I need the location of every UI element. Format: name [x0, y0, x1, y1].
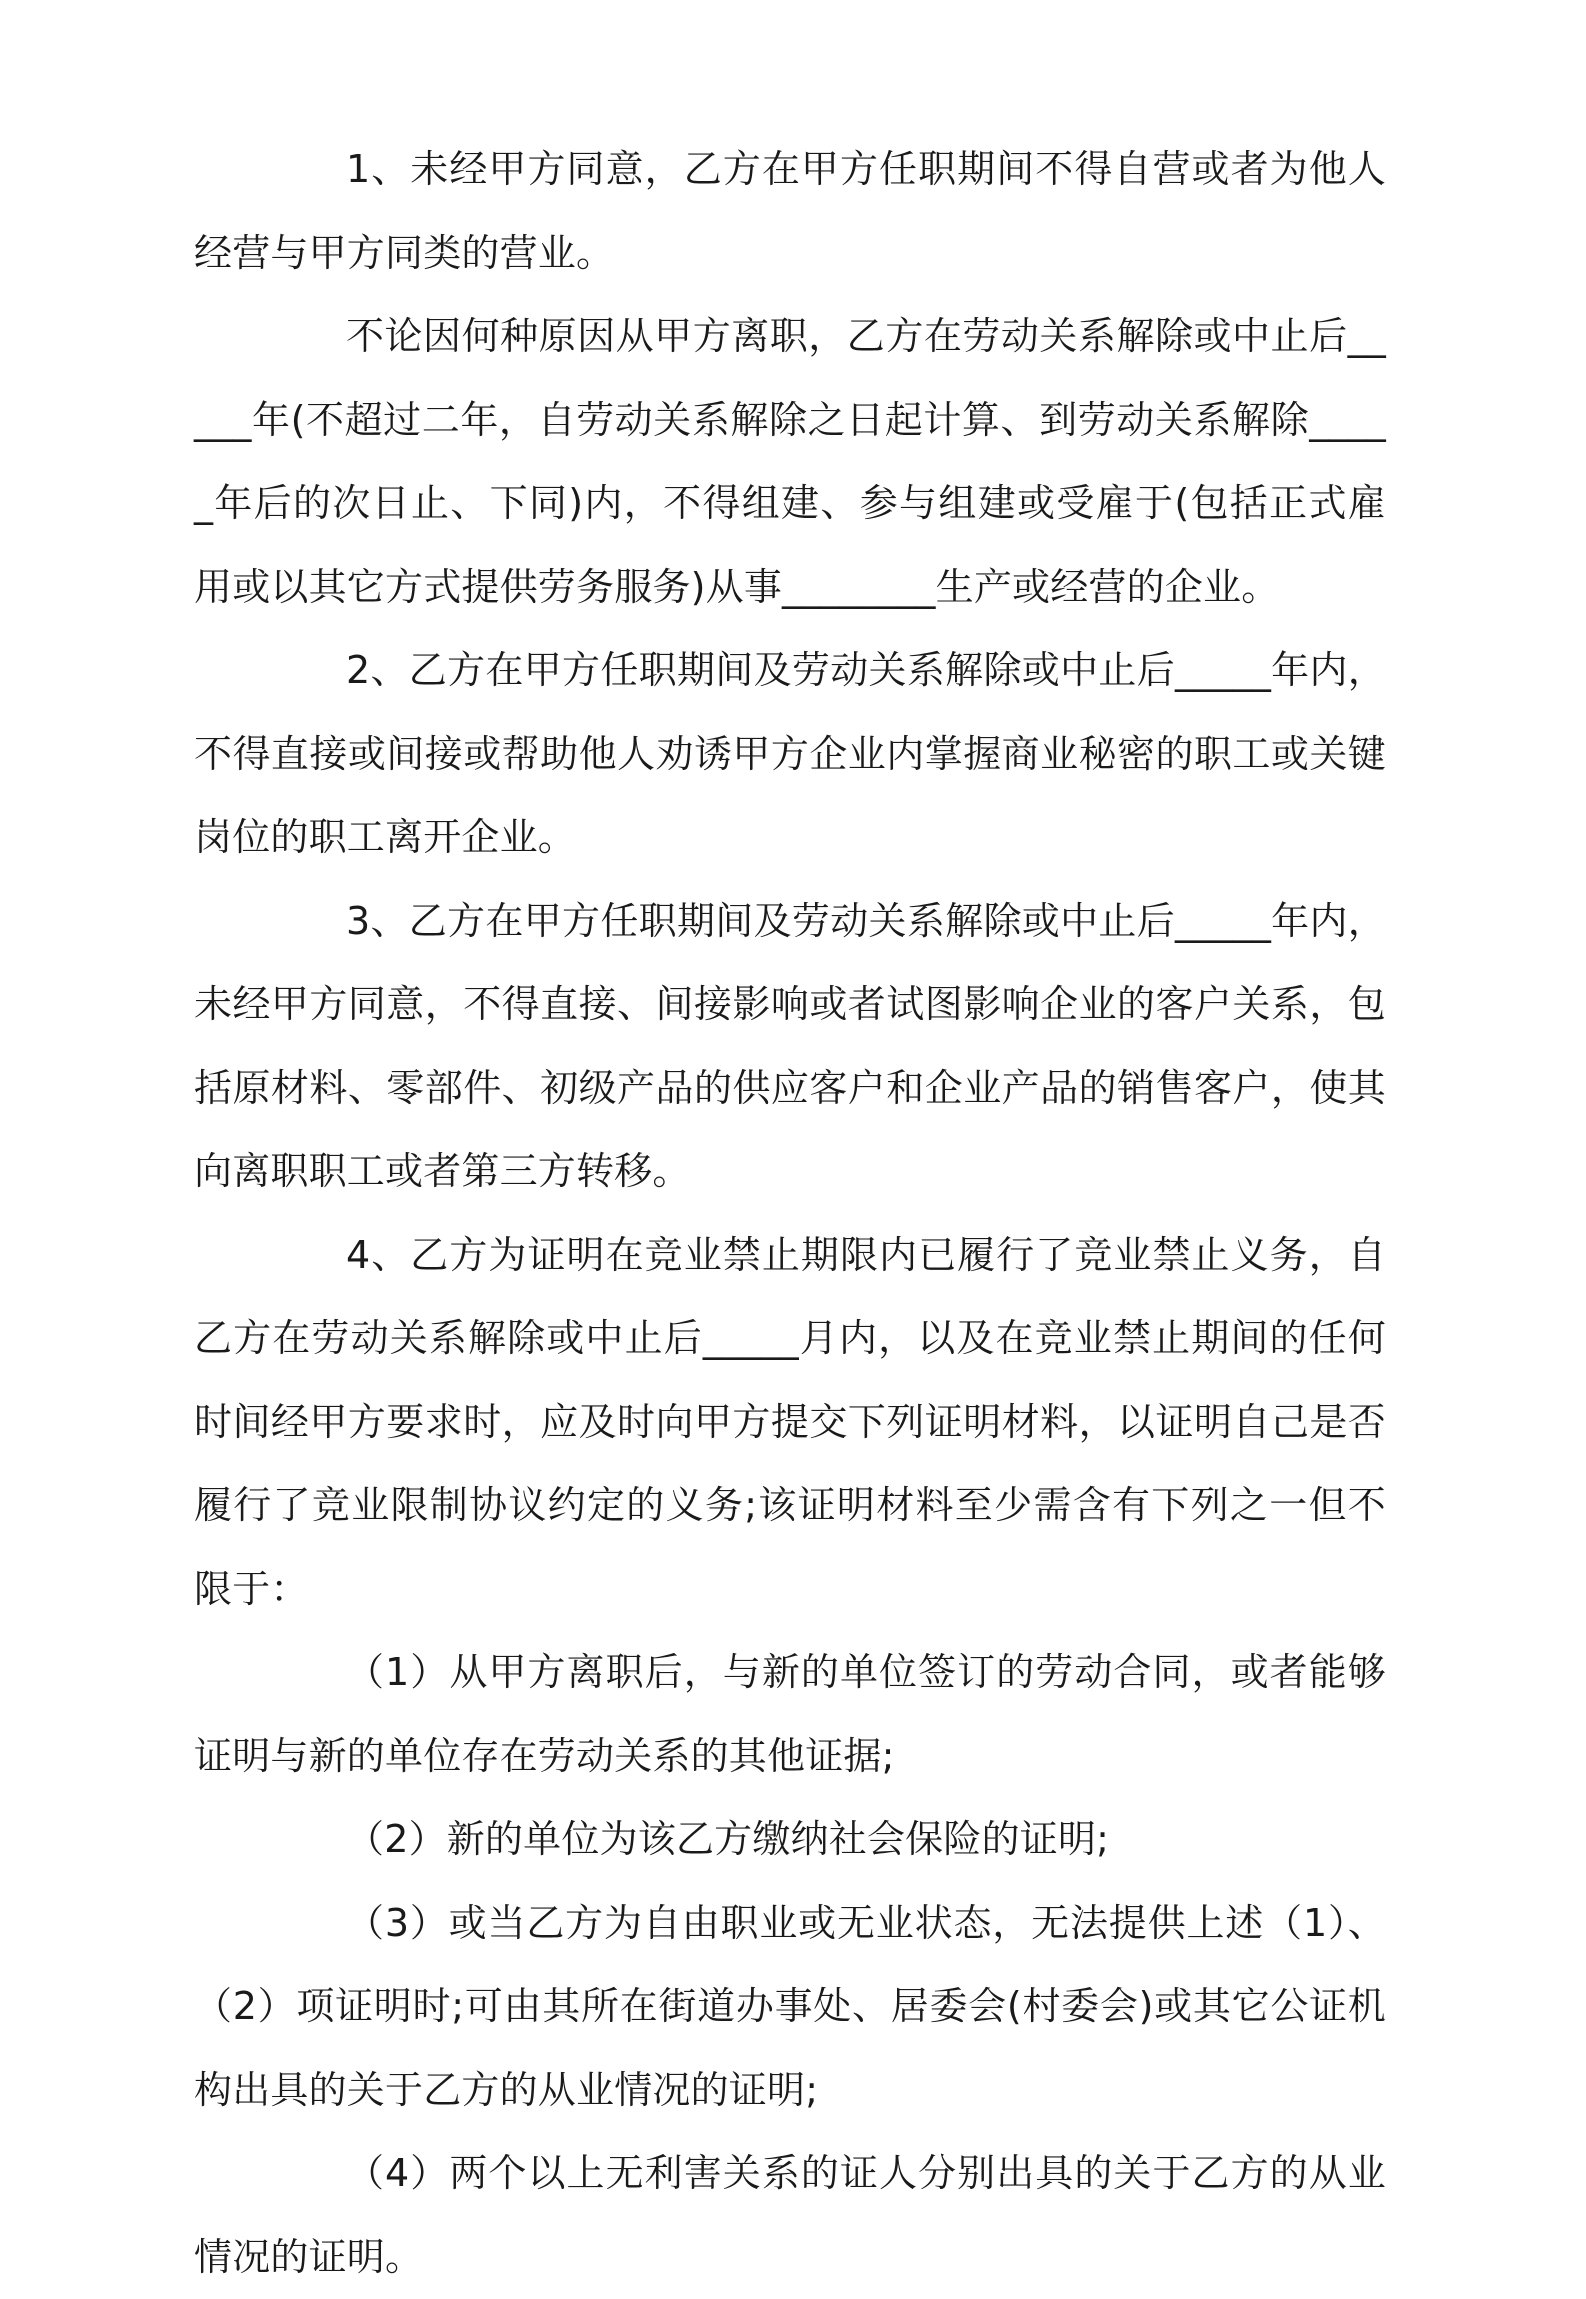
paragraph-item-1: （1）从甲方离职后，与新的单位签订的劳动合同，或者能够证明与新的单位存在劳动关系的其他证据; [194, 1650, 1386, 1778]
paragraph-item-3: （3）或当乙方为自由职业或无业状态，无法提供上述（1）、（2）项证明时;可由其所在街道办事处、居委会(村委会)或其它公证机构出具的关于乙方的从业情况的证明; [194, 1900, 1386, 2112]
paragraph-clause-4: 4、乙方为证明在竞业禁止期限内已履行了竞业禁止义务，自乙方在劳动关系解除或中止后_____月内，以及在竞业禁止期间的任何时间经甲方要求时，应及时向甲方提交下列证明材料，以证明自己是否履行了竞业限制协议约定的义务;该证明材料至少需含有下列之一但不限于： [194, 1232, 1386, 1611]
paragraph-item-2: （2）新的单位为该乙方缴纳社会保险的证明; [346, 1817, 1110, 1861]
paragraph-clause-1-detail: 不论因何种原因从甲方离职，乙方在劳动关系解除或中止后_____年(不超过二年，自劳动关系解除之日起计算、到劳动关系解除_____年后的次日止、下同)内，不得组建、参与组建或受雇于(包括正式雇用或以其它方式提供劳务服务)从事________生产或经营的企业。 [194, 314, 1386, 609]
paragraph-item-4: （4）两个以上无利害关系的证人分别出具的关于乙方的从业情况的证明。 [194, 2151, 1386, 2279]
paragraph-clause-1: 1、未经甲方同意，乙方在甲方任职期间不得自营或者为他人经营与甲方同类的营业。 [194, 147, 1386, 275]
paragraph-clause-2: 2、乙方在甲方任职期间及劳动关系解除或中止后_____年内，不得直接或间接或帮助他人劝诱甲方企业内掌握商业秘密的职工或关键岗位的职工离开企业。 [194, 648, 1386, 859]
paragraph-clause-3: 3、乙方在甲方任职期间及劳动关系解除或中止后_____年内，未经甲方同意，不得直接、间接影响或者试图影响企业的客户关系，包括原材料、零部件、初级产品的供应客户和企业产品的销售客户，使其向离职职工或者第三方转移。 [194, 898, 1386, 1193]
document-body [194, 128, 1386, 2299]
